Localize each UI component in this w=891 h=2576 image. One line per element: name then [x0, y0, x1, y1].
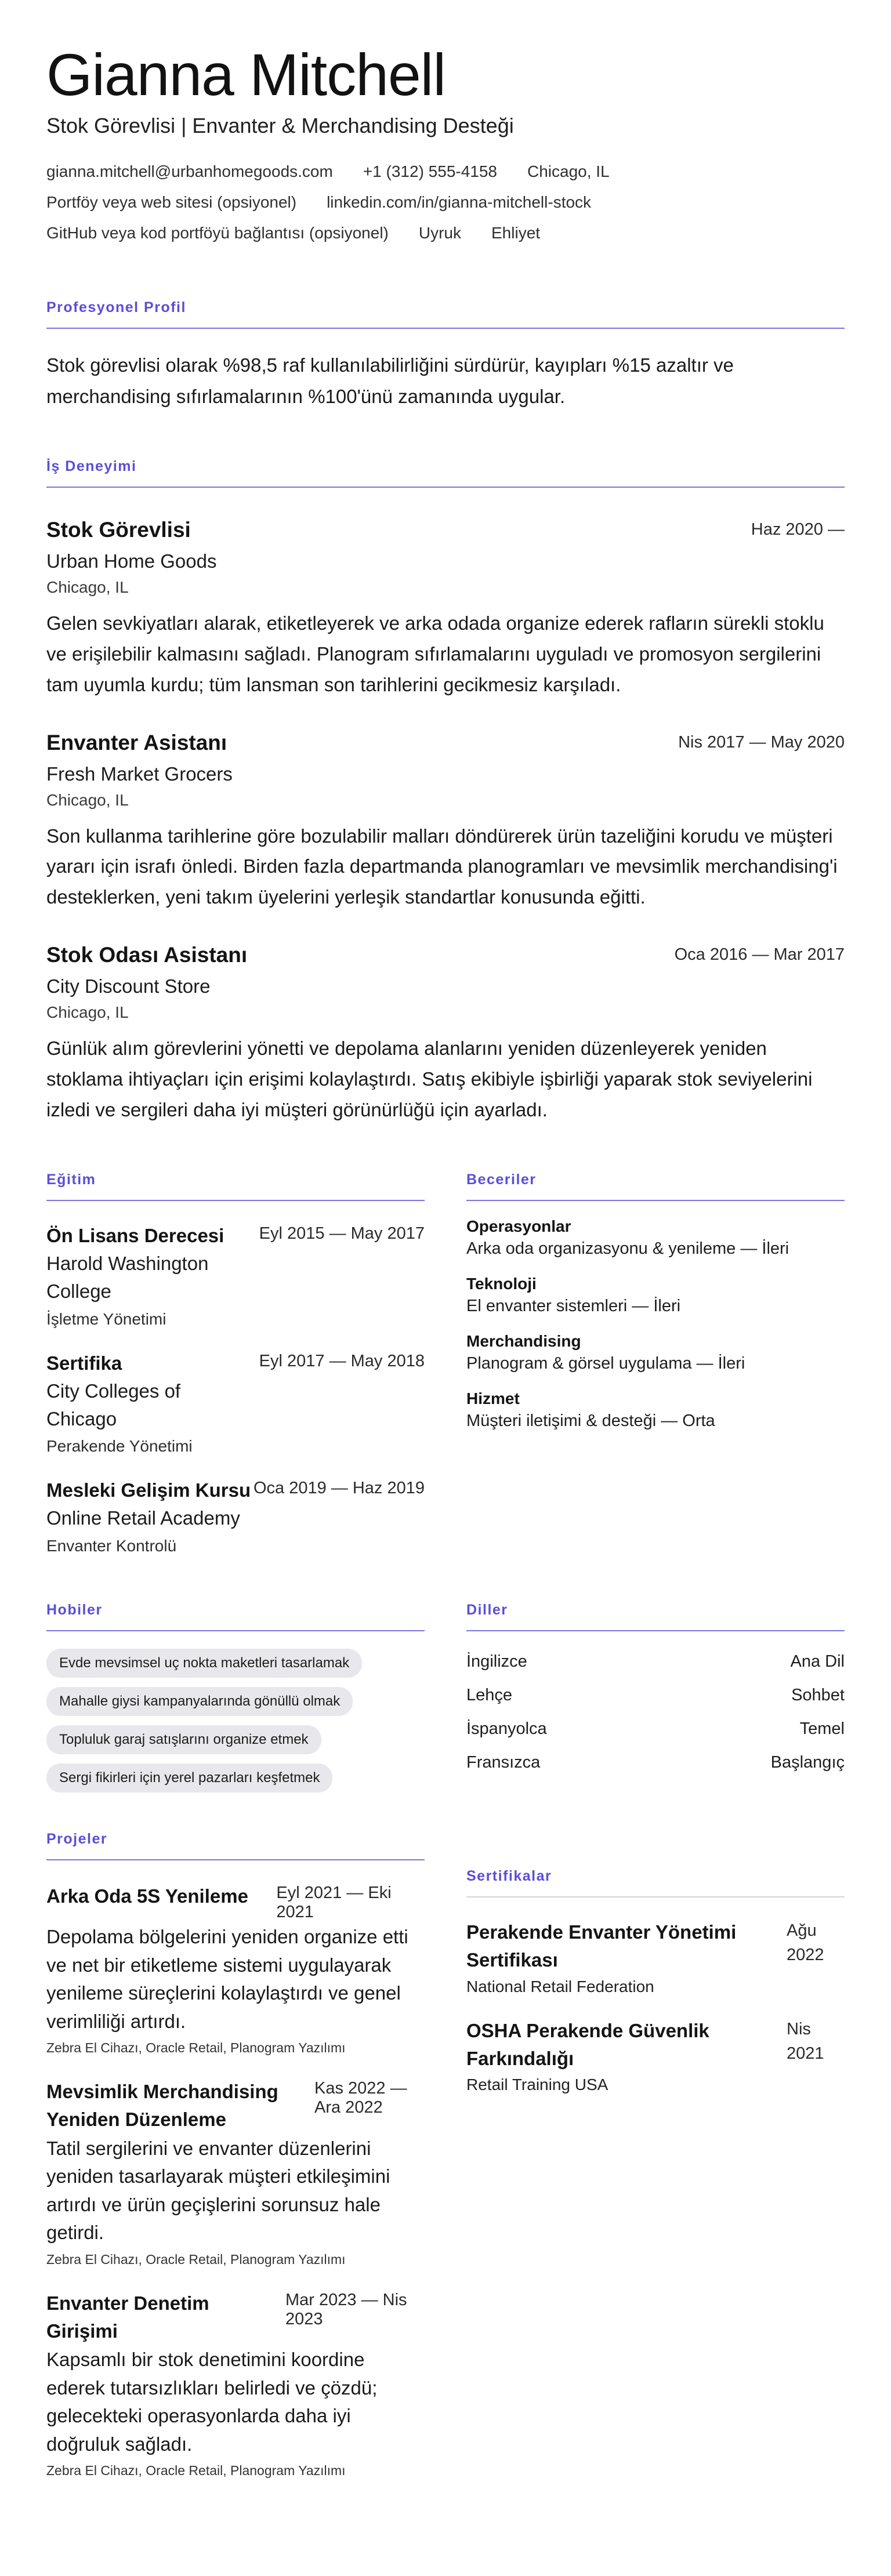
section-title: İş Deneyimi [46, 458, 845, 488]
edu-field: İşletme Yönetimi [46, 1309, 166, 1328]
education-entry [46, 1349, 425, 1456]
job-title: Envanter Asistanı [46, 730, 227, 754]
edu-school: Online Retail Academy [46, 1507, 240, 1529]
edu-date: Oca 2019 — Haz 2019 [253, 1479, 425, 1498]
hobby-tag: Topluluk garaj satışlarını organize etmek [46, 1725, 321, 1754]
certification-issuer: Retail Training USA [466, 2076, 609, 2094]
job-date: Haz 2020 — [751, 520, 845, 539]
education-entry [46, 1222, 425, 1329]
skill-items: El envanter sistemleri — İleri [466, 1297, 681, 1316]
skill-group [466, 1332, 845, 1373]
certification-issuer: National Retail Federation [466, 1977, 654, 1996]
certification-entry [466, 2017, 845, 2095]
language-row [466, 1753, 845, 1772]
job-entry [46, 731, 845, 913]
job-company: Urban Home Goods [46, 550, 217, 572]
hobby-tag: Mahalle giysi kampanyalarında gönüllü olmak [46, 1687, 353, 1716]
job-entry [46, 518, 845, 700]
edu-date: Eyl 2017 — May 2018 [259, 1351, 425, 1370]
project-tools: Zebra El Cihazı, Oracle Retail, Planogram Yazılımı [46, 2251, 346, 2267]
project-name: Mevsimlik Merchandising Yeniden Düzenleme [46, 2081, 278, 2130]
language-name: Lehçe [466, 1686, 513, 1705]
job-title: Stok Görevlisi [46, 518, 191, 542]
job-location: Chicago, IL [46, 790, 129, 809]
project-description: Depolama bölgelerini yeniden organize etti ve net bir etiketleme sistemi uygulayarak yenileme süreçlerini kolaylaştırdı ve genel verimliliği artırdı. [46, 1926, 408, 2032]
section-title: Eğitim [46, 1171, 425, 1201]
skill-category: Merchandising [466, 1332, 581, 1351]
certification-name: OSHA Perakende Güvenlik Farkındalığı [466, 2019, 709, 2069]
contact-row [46, 194, 845, 211]
edu-degree: Ön Lisans Derecesi [46, 1225, 224, 1247]
skill-group [466, 1275, 845, 1316]
language-row [466, 1719, 845, 1739]
edu-school: Harold Washington College [46, 1253, 209, 1302]
linkedin-link[interactable]: linkedin.com/in/gianna-mitchell-stock [327, 193, 592, 212]
nationality: Uyruk [418, 224, 461, 242]
project-entry [46, 2290, 425, 2479]
job-location: Chicago, IL [46, 578, 129, 597]
hobbies-languages-row [46, 1602, 845, 1793]
job-company: City Discount Store [46, 975, 211, 997]
section-title: Hobiler [46, 1602, 425, 1631]
section-title: Projeler [46, 1831, 425, 1860]
skills-section [466, 1171, 845, 1555]
hobby-list [46, 1649, 425, 1793]
experience-section [46, 458, 845, 1125]
education-section [46, 1171, 425, 1555]
job-date: Oca 2016 — Mar 2017 [674, 945, 845, 964]
language-name: Fransızca [466, 1753, 541, 1772]
github-link[interactable]: GitHub veya kod portföyü bağlantısı (opsiyonel) [46, 224, 389, 242]
certification-date: Nis 2021 [787, 2019, 824, 2063]
edu-degree: Mesleki Gelişim Kursu [46, 1479, 251, 1501]
edu-field: Perakende Yönetimi [46, 1437, 193, 1456]
location: Chicago, IL [527, 162, 610, 181]
job-description: Günlük alım görevlerini yönetti ve depolama alanlarını yeniden düzenleyerek yeniden stoklama ihtiyaçları için erişimi kolaylaştırdı. Satış ekibiyle işbirliği yaparak stok seviyelerini izledi ve sergileri daha iyi müşteri görünürlüğü için ayarladı. [46, 1037, 813, 1120]
project-tools: Zebra El Cihazı, Oracle Retail, Planogram Yazılımı [46, 2463, 346, 2479]
project-name: Arka Oda 5S Yenileme [46, 1885, 248, 1907]
hobbies-section [46, 1602, 425, 1793]
skill-category: Operasyonlar [466, 1217, 571, 1236]
job-description: Son kullanma tarihlerine göre bozulabilir malları döndürerek ürün tazeliğini korudu ve müşteri yararı için israfı önledi. Birden fazla departmanda planogramları ve mevsimlik merchandising'i desteklerken, yeni takım üyelerini yerleşik standartlar konusunda eğitti. [46, 825, 838, 908]
language-row [466, 1686, 845, 1705]
section-title: Sertifikalar [466, 1868, 845, 1897]
candidate-headline: Stok Görevlisi | Envanter & Merchandising Desteği [46, 114, 514, 138]
contact-row [46, 164, 845, 180]
edu-degree: Sertifika [46, 1352, 122, 1374]
edu-school: City Colleges of Chicago [46, 1380, 181, 1430]
skill-group [466, 1217, 845, 1258]
section-title: Beceriler [466, 1171, 845, 1201]
certification-entry [466, 1918, 845, 1996]
section-title: Diller [466, 1602, 845, 1631]
certifications-section [466, 1831, 845, 2479]
project-date: Mar 2023 — Nis 2023 [285, 2290, 407, 2328]
skill-category: Hizmet [466, 1389, 520, 1408]
phone-number[interactable]: +1 (312) 555-4158 [363, 162, 498, 181]
education-skills-row [46, 1171, 845, 1555]
project-entry [46, 1882, 425, 2056]
resume-header [46, 42, 845, 241]
projects-section [46, 1831, 425, 2479]
language-list [466, 1652, 845, 1772]
contact-row [46, 225, 845, 241]
project-description: Tatil sergilerini ve envanter düzenlerini yeniden tasarlayarak müşteri etkileşimini artırdı ve ürün geçişlerini sorunsuz hale getirdi. [46, 2137, 390, 2244]
hobby-tag: Evde mevsimsel uç nokta maketleri tasarlamak [46, 1649, 362, 1678]
website-link[interactable]: Portföy veya web sitesi (opsiyonel) [46, 193, 297, 212]
contact-info [46, 164, 845, 241]
certification-name: Perakende Envanter Yönetimi Sertifikası [466, 1921, 737, 1971]
profile-section [46, 299, 845, 412]
skill-items: Planogram & görsel uygulama — İleri [466, 1354, 745, 1373]
section-title: Profesyonel Profil [46, 299, 845, 329]
email-link[interactable]: gianna.mitchell@urbanhomegoods.com [46, 162, 333, 181]
languages-section [466, 1602, 845, 1793]
driving-license: Ehliyet [491, 224, 541, 242]
job-entry [46, 943, 845, 1125]
job-location: Chicago, IL [46, 1003, 129, 1021]
projects-certifications-row [46, 1831, 845, 2479]
job-description: Gelen sevkiyatları alarak, etiketleyerek ve arka odada organize ederek rafların sürekli stoklu ve erişilebilir kalmasını sağladı. Planogram sıfırlamalarını uyguladı ve promosyon sergilerini tam uyumla kurdu; tüm lansman son tarihlerini gecikmesiz karşıladı. [46, 612, 824, 695]
edu-field: Envanter Kontrolü [46, 1537, 177, 1555]
certification-date: Ağu 2022 [787, 1921, 824, 1965]
language-name: İspanyolca [466, 1719, 547, 1739]
language-level: Başlangıç [770, 1753, 845, 1772]
skill-category: Teknoloji [466, 1275, 537, 1293]
language-level: Temel [799, 1719, 845, 1739]
language-row [466, 1652, 845, 1671]
job-date: Nis 2017 — May 2020 [678, 732, 845, 752]
project-entry [46, 2078, 425, 2267]
project-name: Envanter Denetim Girişimi [46, 2292, 209, 2342]
education-entry [46, 1476, 425, 1555]
language-level: Sohbet [791, 1686, 845, 1705]
edu-date: Eyl 2015 — May 2017 [259, 1224, 425, 1243]
project-date: Eyl 2021 — Eki 2021 [276, 1884, 392, 1922]
project-date: Kas 2022 — Ara 2022 [314, 2079, 407, 2117]
language-level: Ana Dil [790, 1652, 845, 1671]
skill-items: Arka oda organizasyonu & yenileme — İleri [466, 1239, 789, 1258]
hobby-tag: Sergi fikirleri için yerel pazarları keşfetmek [46, 1764, 332, 1793]
project-tools: Zebra El Cihazı, Oracle Retail, Planogram Yazılımı [46, 2040, 346, 2056]
skill-group [466, 1389, 845, 1431]
skill-items: Müşteri iletişimi & desteği — Orta [466, 1412, 715, 1431]
project-description: Kapsamlı bir stok denetimini koordine ederek tutarsızlıkları belirledi ve çözdü; gelecekteki operasyonlarda daha iyi doğruluk sağladı. [46, 2349, 378, 2455]
job-title: Stok Odası Asistanı [46, 942, 248, 967]
language-name: İngilizce [466, 1652, 527, 1671]
job-company: Fresh Market Grocers [46, 763, 233, 785]
profile-summary: Stok görevlisi olarak %98,5 raf kullanılabilirliğini sürdürür, kayıpları %15 azaltır ve merchandising sıfırlamalarının %100'ünü zamanında uygular. [46, 354, 734, 407]
candidate-name: Gianna Mitchell [46, 42, 446, 108]
